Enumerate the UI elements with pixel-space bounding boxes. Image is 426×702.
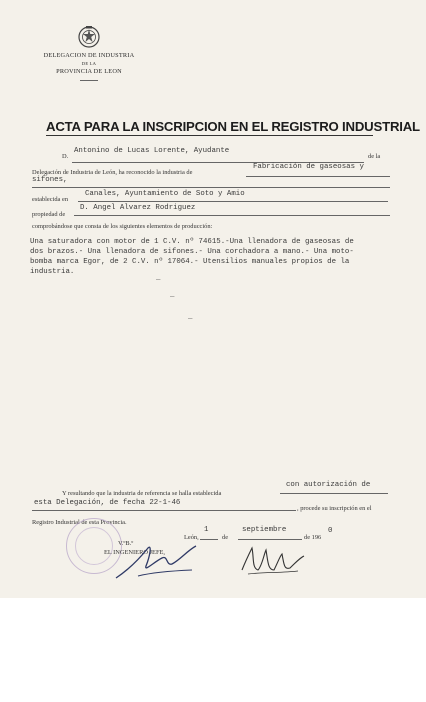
city-label: León, [184, 534, 199, 541]
registro-text: Registro Industrial de esta Provincia. [32, 519, 127, 526]
elements-line-2: dos brazos.- Una llenadora de sifones.- Una corchadora a mano.- Una moto- [30, 248, 354, 256]
location-rule [78, 201, 388, 202]
comprobandose-text: comprobándose que consta de los siguientes elementos de producción: [32, 223, 213, 230]
autorizacion-rule-2 [32, 510, 296, 511]
industry-field-1: Fabricación de gaseosas y [253, 163, 364, 171]
resultando-text: Y resultando que la industria de referencia se halla establecida [62, 490, 222, 497]
dash-mark-3: _ [188, 313, 193, 321]
industry-rule-1 [246, 176, 390, 177]
delegacion-text: Delegación de Industria de León, ha reconocido la industria de [32, 169, 193, 176]
autorizacion-rule-1 [280, 493, 388, 494]
inspector-signature [238, 540, 308, 580]
elements-line-3: bomba marca Egor, de 2 C.V. nº 17064.- Utensilios manuales propios de la [30, 258, 350, 266]
propiedad-label: propiedad de [32, 211, 66, 218]
establecida-label: establecida en [32, 196, 69, 203]
industry-field-2: sifones, [32, 176, 68, 184]
header-delegacion: DELEGACION DE INDUSTRIA [43, 52, 135, 59]
autorizacion-field-1: con autorización de [286, 481, 371, 489]
engineer-signature [110, 540, 205, 585]
page-title: ACTA PARA LA INSCRIPCION EN EL REGISTRO INDUSTRIAL [46, 119, 420, 134]
industry-rule-2 [32, 187, 390, 188]
elements-line-1: Una saturadora con motor de 1 C.V. nº 74615.-Una llenadora de gaseosas de [30, 238, 354, 246]
procede-text: , procede su inscripción en el [297, 505, 372, 512]
elements-line-4: industria. [30, 268, 75, 276]
dash-mark-1: _ [156, 274, 161, 282]
prefix-d: D. [62, 153, 69, 160]
owner-field: D. Angel Alvarez Rodriguez [80, 204, 196, 212]
coat-of-arms-icon [77, 25, 101, 49]
de-label-1: de [222, 534, 229, 541]
header-de-la: DE LA [81, 61, 97, 66]
location-field: Canales, Ayuntamiento de Soto y Amio [85, 190, 245, 198]
owner-rule [74, 215, 390, 216]
dash-mark-2: _ [170, 291, 175, 299]
month-field: septiembre [242, 526, 287, 534]
title-underline [46, 135, 373, 136]
header-divider [80, 80, 98, 81]
year-prefix: de 196 [304, 534, 322, 541]
header-provincia: PROVINCIA DE LEON [56, 68, 122, 75]
autorizacion-field-2: esta Delegación, de fecha 22-1-46 [34, 499, 181, 507]
year-suffix: 0 [328, 527, 333, 535]
day-field: 1 [204, 526, 209, 534]
vb-label: V.ºB.º [118, 540, 134, 547]
name-field: Antonino de Lucas Lorente, Ayudante [74, 147, 230, 155]
de-la-label: de la [368, 153, 381, 160]
engineer-label: EL INGENIERO JEFE, [104, 549, 165, 556]
